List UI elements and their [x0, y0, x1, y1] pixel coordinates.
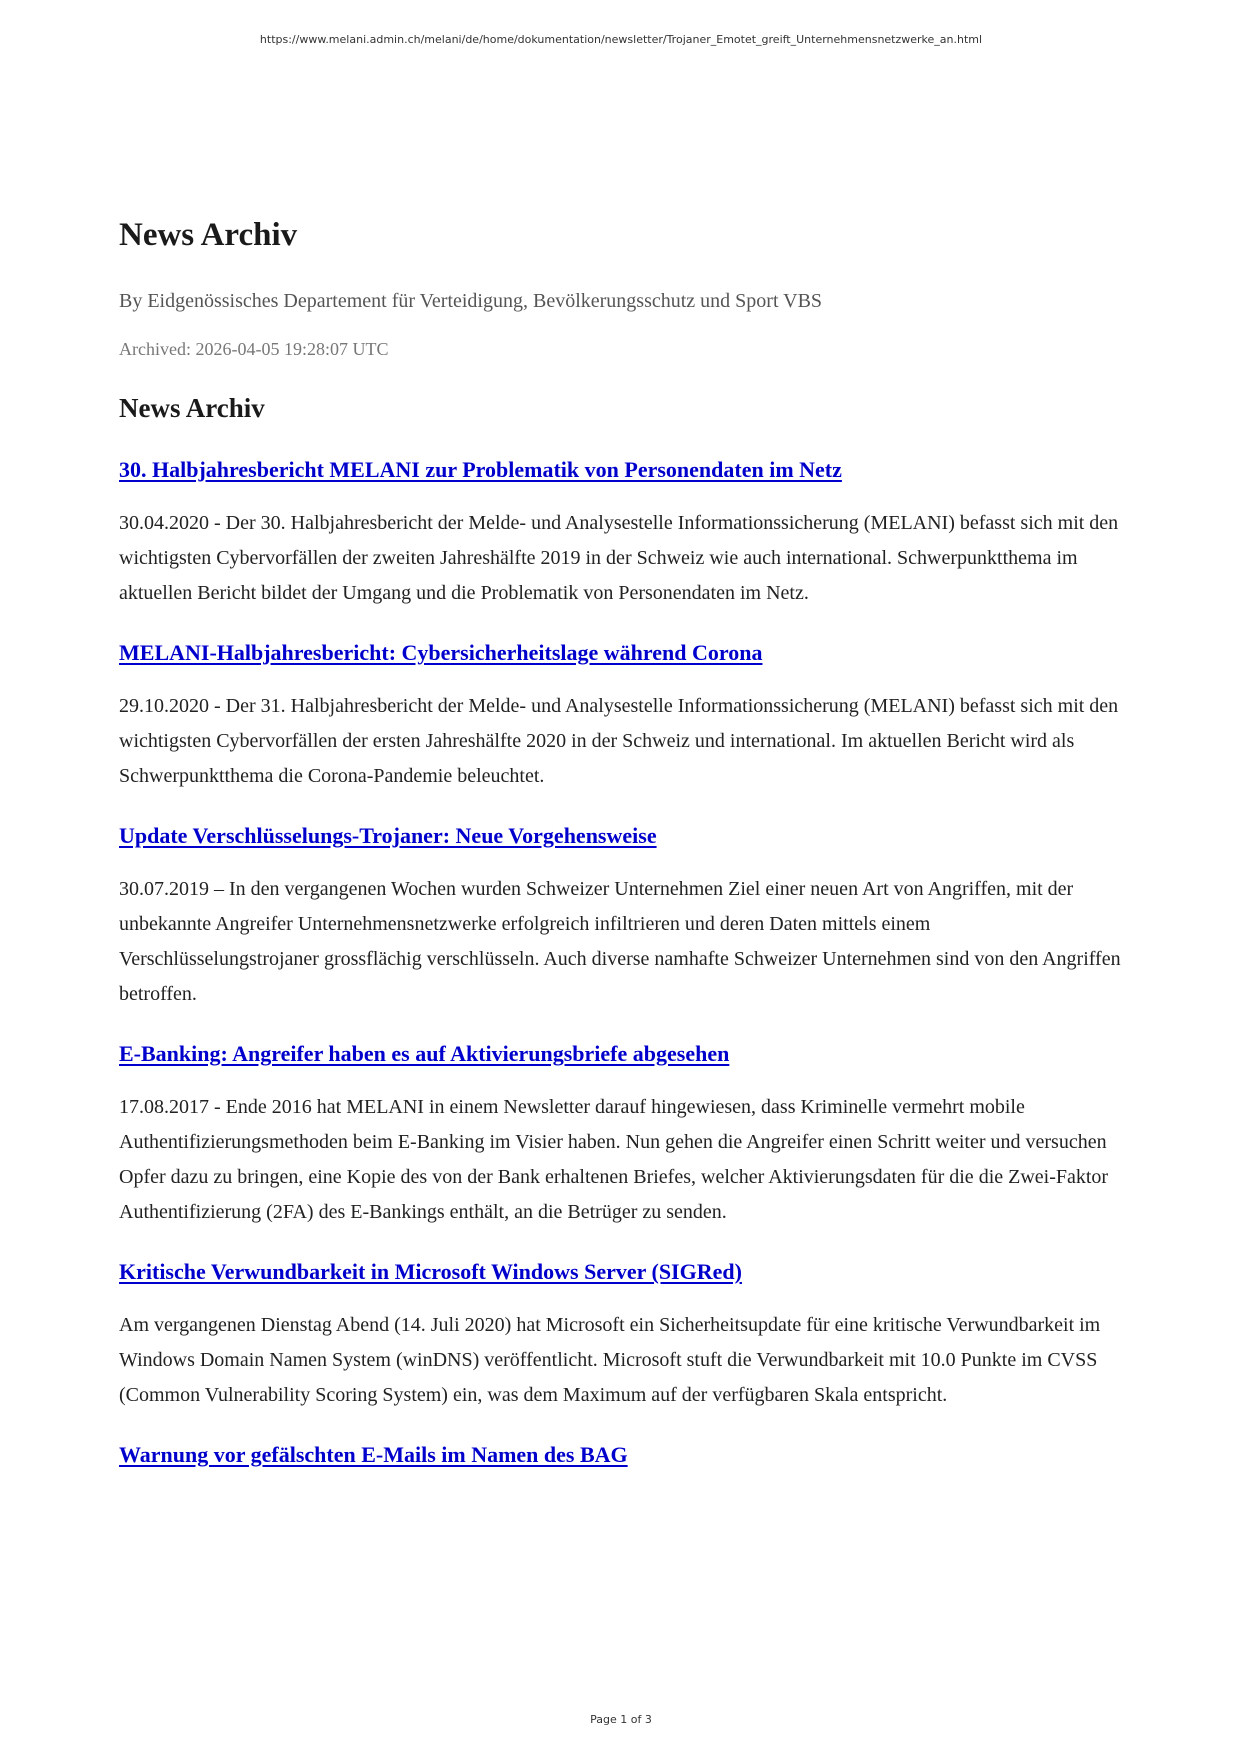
news-link-sigred[interactable]: Kritische Verwundbarkeit in Microsoft Windows Server (SIGRed) [119, 1259, 742, 1284]
news-link-trojaner[interactable]: Update Verschlüsselungs-Trojaner: Neue Vorgehensweise [119, 823, 657, 848]
news-summary: 30.04.2020 - Der 30. Halbjahresbericht der Melde- und Analysestelle Informationssicherung (MELANI) befasst sich mit den wichtigsten Cybervorfällen der zweiten Jahreshälfte 2019 in der Schweiz wie auch international. Schwerpunktthema im aktuellen Bericht bildet der Umgang und die Problematik von Personendaten im Netz. [119, 512, 1119, 604]
archived-timestamp: Archived: 2026-04-05 19:28:07 UTC [119, 339, 389, 359]
news-item [119, 794, 1131, 1012]
news-item [119, 1012, 1131, 1230]
page-url-header: https://www.melani.admin.ch/melani/de/home/dokumentation/newsletter/Trojaner_Emotet_greift_Unternehmensnetzwerke_an.html [259, 33, 983, 46]
news-list [119, 428, 1131, 1473]
section-title: News Archiv [119, 393, 265, 423]
news-summary: 17.08.2017 - Ende 2016 hat MELANI in einem Newsletter darauf hingewiesen, dass Kriminelle vermehrt mobile Authentifizierungsmethoden beim E-Banking im Visier haben. Nun gehen die Angreifer einen Schritt weiter und versuchen Opfer dazu zu bringen, eine Kopie des von der Bank erhaltenen Briefes, welcher Aktivierungsdaten für die die Zwei-Faktor Authentifizierung (2FA) des E-Bankings enthält, an die Betrüger zu senden. [119, 1096, 1109, 1223]
page-title: News Archiv [119, 217, 298, 253]
news-link-corona[interactable]: MELANI-Halbjahresbericht: Cybersicherheitslage während Corona [119, 640, 763, 665]
news-summary: 29.10.2020 - Der 31. Halbjahresbericht der Melde- und Analysestelle Informationssicherung (MELANI) befasst sich mit den wichtigsten Cybervorfällen der ersten Jahreshälfte 2020 in der Schweiz und international. Im aktuellen Bericht wird als Schwerpunktthema die Corona-Pandemie beleuchtet. [119, 695, 1119, 787]
page-number: Page 1 of 3 [590, 1713, 652, 1726]
news-link-e-banking[interactable]: E-Banking: Angreifer haben es auf Aktivierungsbriefe abgesehen [119, 1041, 730, 1066]
news-item [119, 428, 1131, 611]
document-content [119, 210, 1131, 1473]
news-link-bag[interactable]: Warnung vor gefälschten E-Mails im Namen des BAG [119, 1442, 628, 1467]
news-summary: 30.07.2019 – In den vergangenen Wochen wurden Schweizer Unternehmen Ziel einer neuen Art von Angriffen, mit der unbekannte Angreifer Unternehmensnetzwerke erfolgreich infiltrieren und deren Daten mittels einem Verschlüsselungstrojaner grossflächig verschlüsseln. Auch diverse namhafte Schweizer Unternehmen sind von den Angriffen betroffen. [119, 878, 1121, 1005]
news-item [119, 611, 1131, 794]
byline: By Eidgenössisches Departement für Verteidigung, Bevölkerungsschutz und Sport VBS [119, 290, 823, 312]
news-item [119, 1413, 1131, 1473]
news-link-personendaten[interactable]: 30. Halbjahresbericht MELANI zur Problematik von Personendaten im Netz [119, 457, 842, 482]
news-summary: Am vergangenen Dienstag Abend (14. Juli 2020) hat Microsoft ein Sicherheitsupdate für eine kritische Verwundbarkeit im Windows Domain Namen System (winDNS) veröffentlicht. Microsoft stuft die Verwundbarkeit mit 10.0 Punkte im CVSS (Common Vulnerability Scoring System) ein, was dem Maximum auf der verfügbaren Skala entspricht. [119, 1314, 1101, 1406]
news-item [119, 1230, 1131, 1413]
